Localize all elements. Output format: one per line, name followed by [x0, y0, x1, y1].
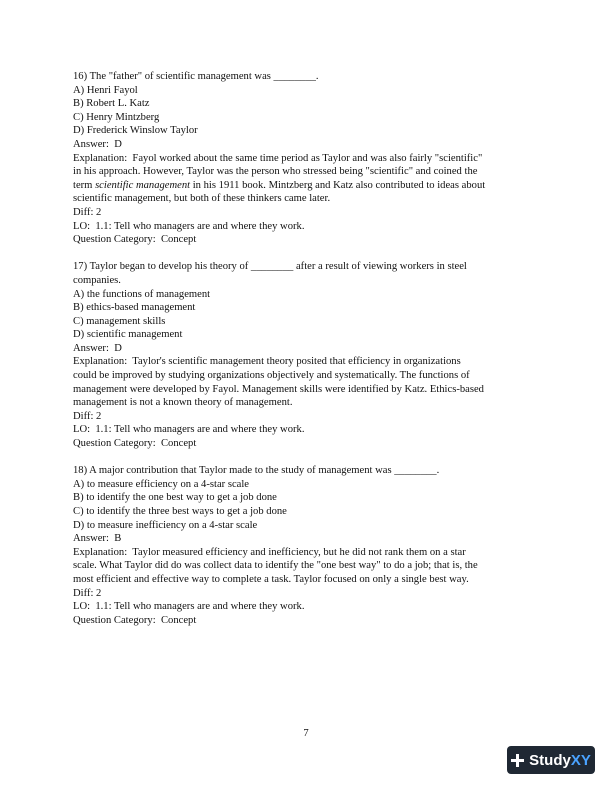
question-17 [73, 260, 543, 450]
explanation-line: term scientific management in his 1911 book. Mintzberg and Katz also contributed to ideas about [73, 179, 486, 191]
explanation-line: Explanation: Taylor measured efficiency and inefficiency, but he did not rank them on a star [73, 546, 466, 558]
option: C) management skills [73, 315, 166, 327]
question-text: 16) The "father" of scientific management was ________. [73, 71, 319, 82]
explanation-line: management is not a known theory of management. [73, 397, 293, 409]
question-18 [73, 464, 543, 627]
answer: Answer: D [73, 342, 122, 354]
explanation-line: management were developed by Fayol. Management skills were identified by Katz. Ethics-based [73, 383, 484, 395]
difficulty: Diff: 2 [73, 410, 102, 422]
explanation-line: Explanation: Taylor's scientific management theory posited that efficiency in organizations [73, 356, 461, 368]
option: A) Henri Fayol [73, 84, 138, 96]
option: D) scientific management [73, 329, 183, 341]
option: B) to identify the one best way to get a job done [73, 492, 277, 504]
learning-objective: LO: 1.1: Tell who managers are and where they work. [73, 424, 305, 436]
option: C) Henry Mintzberg [73, 111, 160, 123]
brand-text [529, 752, 591, 769]
question-category: Question Category: Concept [73, 614, 197, 626]
question-text: companies. [73, 274, 121, 286]
difficulty: Diff: 2 [73, 206, 102, 218]
explanation-line: in his approach. However, Taylor was the person who stressed being "scientific" and coined the [73, 166, 478, 178]
option: D) Frederick Winslow Taylor [73, 125, 198, 137]
question-category: Question Category: Concept [73, 234, 197, 246]
brand-prefix: Study [529, 751, 571, 769]
learning-objective: LO: 1.1: Tell who managers are and where they work. [73, 601, 305, 613]
learning-objective: LO: 1.1: Tell who managers are and where they work. [73, 220, 305, 232]
difficulty: Diff: 2 [73, 587, 102, 599]
answer: Answer: D [73, 138, 122, 150]
question-16 [73, 70, 543, 247]
studyxy-watermark[interactable] [507, 746, 595, 774]
option: D) to measure inefficiency on a 4-star scale [73, 519, 258, 531]
explanation-line: could be improved by studying organizations objectively and systematically. The functions of [73, 370, 470, 382]
document-body [73, 70, 543, 641]
brand-suffix: XY [570, 751, 591, 769]
answer: Answer: B [73, 533, 122, 545]
question-text: 17) Taylor began to develop his theory of ________ after a result of viewing workers in steel [73, 261, 467, 273]
question-category: Question Category: Concept [73, 438, 197, 450]
option: A) the functions of management [73, 288, 211, 300]
page-number: 7 [303, 728, 309, 739]
question-text: 18) A major contribution that Taylor made to the study of management was ________. [73, 465, 440, 477]
option: A) to measure efficiency on a 4-star scale [73, 478, 249, 490]
explanation-line: most efficient and effective way to complete a task. Taylor focused on only a single best way. [73, 573, 469, 585]
explanation-line: scientific management, but both of these thinkers came later. [73, 193, 331, 205]
explanation-line: Explanation: Fayol worked about the same time period as Taylor and was also fairly "scientific" [73, 152, 483, 164]
plus-icon [511, 754, 524, 767]
option: C) to identify the three best ways to get a job done [73, 506, 287, 517]
option: B) ethics-based management [73, 302, 196, 314]
option: B) Robert L. Katz [73, 98, 150, 110]
explanation-line: scale. What Taylor did do was collect data to identify the "one best way" to do a job; that is, the [73, 560, 478, 572]
